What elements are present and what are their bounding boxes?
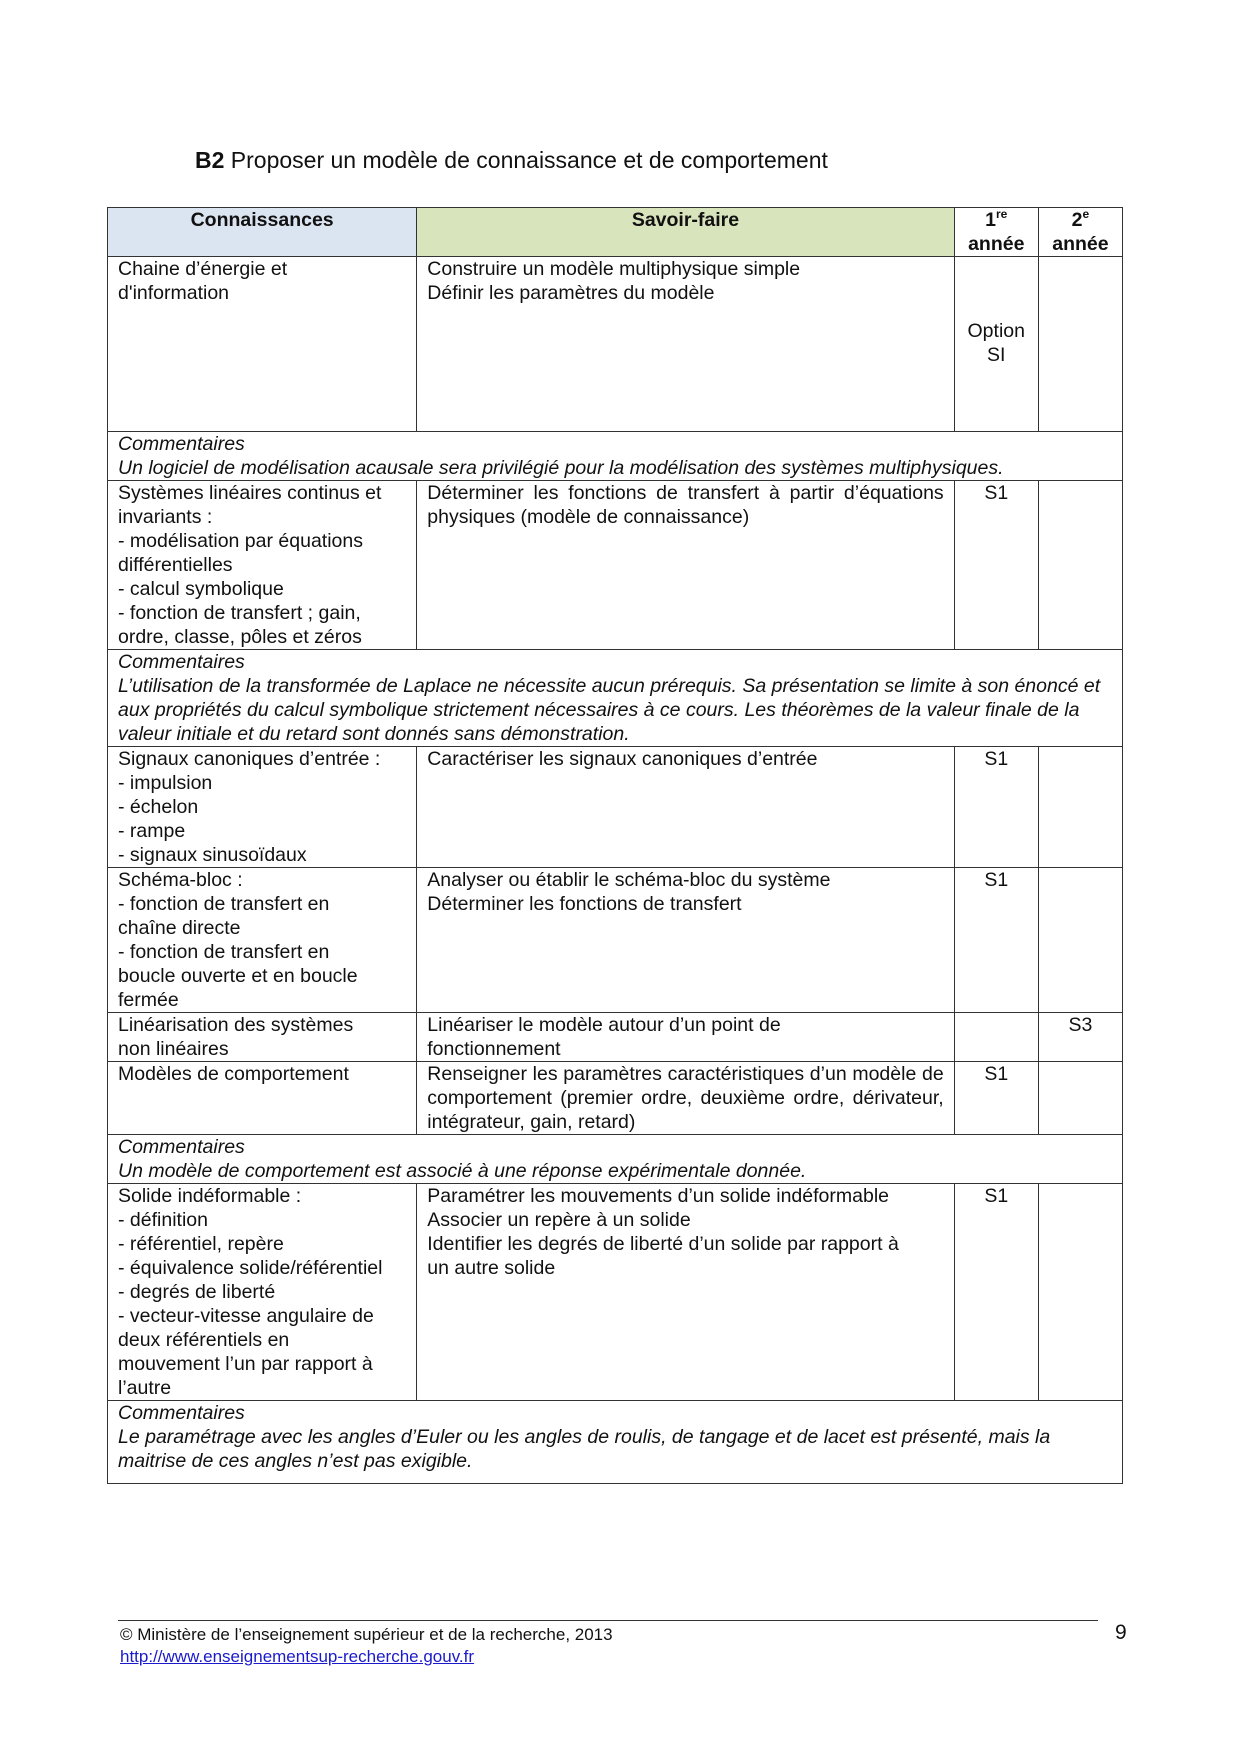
year1-cell: Option SI	[954, 257, 1038, 432]
savoir-faire-cell: Renseigner les paramètres caractéristiques d’un modèle de comportement (premier ordre, deuxième ordre, dérivateur, intégrateur, gain, retard)	[417, 1062, 954, 1135]
footer-link[interactable]: http://www.enseignementsup-recherche.gouv.fr	[120, 1647, 475, 1666]
connaissances-cell: Solide indéformable : - définition - référentiel, repère - équivalence solide/référentiel - degrés de liberté - vecteur-vitesse angulaire de deux référentiels en mouvement l’un par rapport à l’autre	[108, 1184, 417, 1401]
header-year-2: 2e année	[1038, 208, 1122, 257]
year2-cell	[1038, 1062, 1122, 1135]
year1-cell: S1	[954, 1184, 1038, 1401]
table-row	[108, 1184, 1123, 1401]
table-row	[108, 747, 1123, 868]
year2-cell	[1038, 1184, 1122, 1401]
header-year-1: 1re année	[954, 208, 1038, 257]
savoir-faire-cell: Déterminer les fonctions de transfert à partir d’équations physiques (modèle de connaissance)	[417, 481, 954, 650]
table-row	[108, 257, 1123, 432]
connaissances-cell: Signaux canoniques d’entrée : - impulsion - échelon - rampe - signaux sinusoïdaux	[108, 747, 417, 868]
table-row	[108, 868, 1123, 1013]
savoir-faire-cell: Analyser ou établir le schéma-bloc du système Déterminer les fonctions de transfert	[417, 868, 954, 1013]
comment-row	[108, 1401, 1123, 1484]
savoir-faire-cell: Paramétrer les mouvements d’un solide indéformable Associer un repère à un solide Identifier les degrés de liberté d’un solide par rapport à un autre solide	[417, 1184, 954, 1401]
comment-cell: Commentaires L’utilisation de la transformée de Laplace ne nécessite aucun prérequis. Sa présentation se limite à son énoncé et aux propriétés du calcul symbolique strictement nécessaires à ce cours. Les théorèmes de la valeur finale de la valeur initiale et du retard sont donnés sans démonstration.	[108, 650, 1123, 747]
comment-cell: Commentaires Un modèle de comportement est associé à une réponse expérimentale donnée.	[108, 1135, 1123, 1184]
comment-cell: Commentaires Le paramétrage avec les angles d’Euler ou les angles de roulis, de tangage et de lacet est présenté, mais la maitrise de ces angles n’est pas exigible.	[108, 1401, 1123, 1484]
year1-cell: S1	[954, 1062, 1038, 1135]
comment-row	[108, 650, 1123, 747]
footer-copyright: © Ministère de l’enseignement supérieur et de la recherche, 2013	[120, 1625, 613, 1644]
footer	[120, 1624, 613, 1668]
header-connaissances: Connaissances	[108, 208, 417, 257]
section-heading	[195, 147, 828, 174]
savoir-faire-cell: Caractériser les signaux canoniques d’entrée	[417, 747, 954, 868]
table-row	[108, 1013, 1123, 1062]
year2-cell: S3	[1038, 1013, 1122, 1062]
table-row	[108, 1062, 1123, 1135]
connaissances-cell: Schéma-bloc : - fonction de transfert en chaîne directe - fonction de transfert en boucle ouverte et en boucle fermée	[108, 868, 417, 1013]
page-number: 9	[1115, 1621, 1127, 1644]
year2-cell	[1038, 868, 1122, 1013]
footer-divider	[118, 1620, 1098, 1621]
header-savoir-faire: Savoir-faire	[417, 208, 954, 257]
year1-cell: S1	[954, 481, 1038, 650]
connaissances-cell: Chaine d’énergie et d'information	[108, 257, 417, 432]
year2-cell	[1038, 747, 1122, 868]
connaissances-cell: Linéarisation des systèmes non linéaires	[108, 1013, 417, 1062]
table-header-row	[108, 208, 1123, 257]
savoir-faire-cell: Construire un modèle multiphysique simple Définir les paramètres du modèle	[417, 257, 954, 432]
section-code: B2	[195, 147, 225, 173]
section-title: Proposer un modèle de connaissance et de comportement	[230, 147, 828, 173]
competence-table	[107, 207, 1123, 1484]
year1-cell: S1	[954, 747, 1038, 868]
comment-row	[108, 432, 1123, 481]
comment-row	[108, 1135, 1123, 1184]
savoir-faire-cell: Linéariser le modèle autour d’un point de fonctionnement	[417, 1013, 954, 1062]
connaissances-cell: Modèles de comportement	[108, 1062, 417, 1135]
year2-cell	[1038, 257, 1122, 432]
comment-cell: Commentaires Un logiciel de modélisation acausale sera privilégié pour la modélisation des systèmes multiphysiques.	[108, 432, 1123, 481]
year1-cell: S1	[954, 868, 1038, 1013]
table-row	[108, 481, 1123, 650]
year2-cell	[1038, 481, 1122, 650]
year1-cell	[954, 1013, 1038, 1062]
connaissances-cell: Systèmes linéaires continus et invariants : - modélisation par équations différentielles - calcul symbolique - fonction de transfert ; gain, ordre, classe, pôles et zéros	[108, 481, 417, 650]
